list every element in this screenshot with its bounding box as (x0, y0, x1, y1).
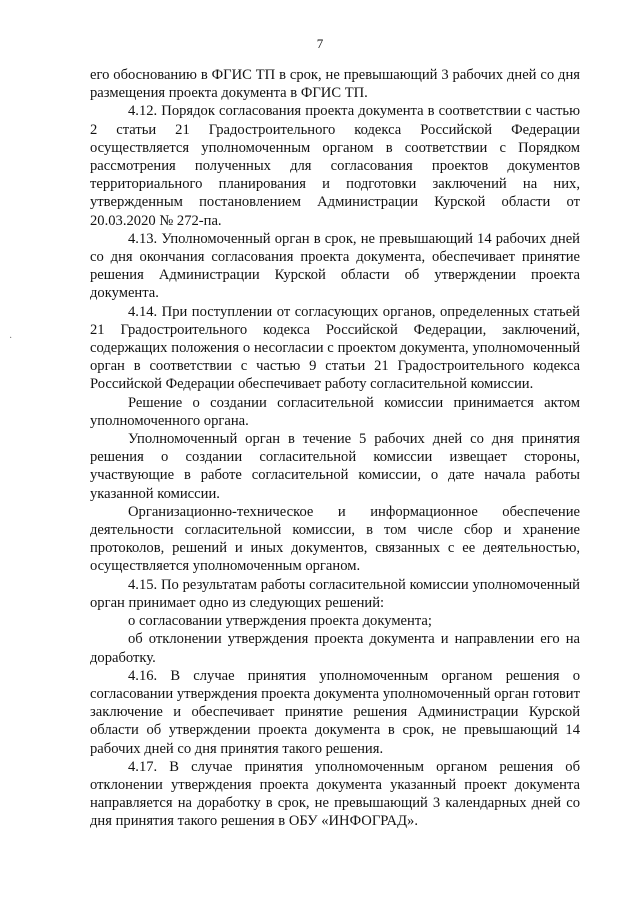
paragraph-4-15: 4.15. По результатам работы согласительной комиссии уполномоченный орган принимает одно из следующих решений: (90, 576, 580, 611)
paragraph-support: Организационно-техническое и информационное обеспечение деятельности согласительной комиссии, в том числе сбор и хранение протоколов, решений и иных документов, связанных с ее деятельностью, осуществляется уполномоченным органом. (90, 503, 580, 575)
margin-mark: · (9, 333, 13, 344)
paragraph-4-14: 4.14. При поступлении от согласующих органов, определенных статьей 21 Градостроительного кодекса Российской Федерации, заключений, содержащих положения о несогласии с проектом документа, уполномоченный орган в соответствии с частью 9 статьи 21 Градостроительного кодекса Российской Федерации обеспечивает работу согласительной комиссии. (90, 303, 580, 393)
paragraph-4-13: 4.13. Уполномоченный орган в срок, не превышающий 14 рабочих дней со дня окончания согласования проекта документа, обеспечивает принятие решения Администрации Курской области об утверждении проекта документа. (90, 230, 580, 302)
paragraph-continuation: его обоснованию в ФГИС ТП в срок, не превышающий 3 рабочих дней со дня размещения проекта документа в ФГИС ТП. (90, 67, 580, 102)
paragraph-commission-decision: Решение о создании согласительной комиссии принимается актом уполномоченного органа. (90, 394, 580, 429)
list-item-reject: об отклонении утверждения проекта документа и направлении его на доработку. (90, 631, 580, 666)
list-item-approve: о согласовании утверждения проекта документа; (128, 613, 432, 630)
page-number: 7 (316, 36, 324, 51)
paragraph-4-12: 4.12. Порядок согласования проекта документа в соответствии с частью 2 статьи 21 Градостроительного кодекса Российской Федерации осуществляется уполномоченным органом в соответствии с Порядком рассмотрения полученных для согласования проектов документов территориального планирования и подготовки заключений на них, утвержденным постановлением Администрации Курской области от 20.03.2020 № 272-па. (90, 103, 580, 229)
paragraph-4-16: 4.16. В случае принятия уполномоченным органом решения о согласовании утверждения проекта документа уполномоченный орган готовит заключение и обеспечивает принятие решения Администрации Курской области об утверждении проекта документа в срок, не превышающий 14 рабочих дней со дня принятия такого решения. (90, 667, 580, 757)
document-body (90, 66, 580, 831)
paragraph-4-17: 4.17. В случае принятия уполномоченным органом решения об отклонении утверждения проекта документа указанный проект документа направляется на доработку в срок, не превышающий 3 календарных дней со дня принятия такого решения в ОБУ «ИНФОГРАД». (90, 758, 580, 830)
paragraph-notification: Уполномоченный орган в течение 5 рабочих дней со дня принятия решения о создании согласительной комиссии извещает стороны, участвующие в работе согласительной комиссии, о дате начала работы указанной комиссии. (90, 431, 580, 502)
